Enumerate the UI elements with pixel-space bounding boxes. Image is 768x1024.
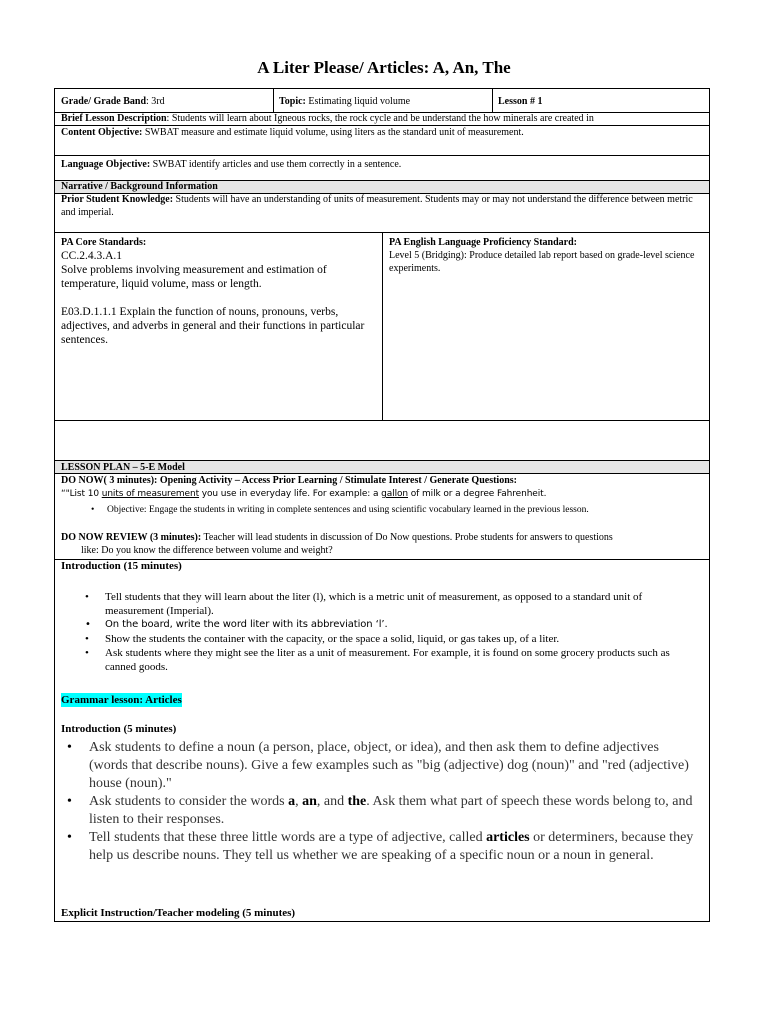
do-now-label: DO NOW( 3 minutes):	[61, 475, 158, 486]
articles-term: articles	[486, 830, 530, 845]
intro-5-bullet2-a: Ask students to consider the words	[89, 794, 289, 809]
intro-5-bullet2-b: . Ask them what part of speech these words belong to, and listen to their responses.	[89, 794, 693, 827]
intro-5-bullet	[61, 793, 701, 829]
intro-15-bullet: • Show the students the container with the capacity, or the space a solid, liquid, or gas takes up, of a liter.	[61, 632, 701, 646]
intro-5-bullet: • Ask students to define a noun (a person, place, object, or idea), and then ask them to define adjectives (words that describe nouns). Give a few examples such as "big (adjective) dog (noun)" and "red (adjective) house (noun)."	[61, 739, 701, 793]
language-objective-text: SWBAT identify articles and use them correctly in a sentence.	[150, 159, 402, 170]
pa-core-e03: E03.D.1.1.1 Explain the function of nouns, pronouns, verbs, adjectives, and adverbs in general and their functions in particular sentences.	[61, 306, 365, 346]
intro-5-bullet3-a: Tell students that these three little words are a type of adjective, called	[89, 830, 487, 845]
grammar-heading	[61, 694, 182, 707]
do-now-review-text: Teacher will lead students in discussion of Do Now questions. Probe students for answers to questions	[201, 532, 613, 543]
do-now	[61, 474, 706, 517]
prior-knowledge-label: Prior Student Knowledge:	[61, 194, 174, 205]
pa-english-standard	[389, 236, 705, 275]
grade-value: : 3rd	[146, 96, 165, 107]
topic-label: Topic:	[279, 96, 306, 107]
brief-label: Brief Lesson Description	[61, 113, 167, 124]
do-now-prompt-c: of milk or a degree Fahrenheit.	[408, 489, 547, 499]
pa-core-label: PA Core Standards:	[61, 237, 147, 248]
language-objective-label: Language Objective:	[61, 159, 151, 170]
lesson-number-cell	[498, 95, 542, 108]
intro-15-section	[61, 560, 701, 674]
article-an: an	[302, 794, 317, 809]
do-now-review-text2: like: Do you know the difference between volume and weight?	[81, 545, 333, 556]
do-now-prompt-a: “"List 10	[61, 489, 102, 499]
do-now-review	[61, 531, 706, 557]
explicit-instruction-heading	[61, 907, 295, 920]
lesson-plan-heading	[61, 461, 185, 474]
lesson-plan-table	[54, 88, 710, 922]
prior-knowledge	[61, 193, 703, 219]
grammar-heading-text: Grammar lesson: Articles	[61, 694, 182, 706]
do-now-review-label: DO NOW REVIEW (3 minutes):	[61, 532, 202, 543]
pa-english-text: Level 5 (Bridging): Produce detailed lab report based on grade-level science experiments.	[389, 250, 695, 274]
narrative-heading-text: Narrative / Background Information	[61, 181, 218, 192]
lesson-plan-heading-text: LESSON PLAN – 5-E Model	[61, 462, 185, 473]
pa-core-desc: Solve problems involving measurement and estimation of temperature, liquid volume, mass or length.	[61, 264, 327, 290]
brief-text: : Students will learn about Igneous rocks, the rock cycle and be understand the how minerals are created in	[166, 113, 594, 124]
topic-cell	[279, 95, 410, 108]
topic-value: Estimating liquid volume	[305, 96, 411, 107]
pa-english-label: PA English Language Proficiency Standard:	[389, 237, 577, 248]
intro-15-bullet: • Tell students that they will learn about the liter (l), which is a metric unit of measurement, as opposed to a standard unit of measurement (Imperial).	[61, 590, 701, 618]
intro-5-bullet3-b: or determiners, because they help us describe nouns. They tell us whether we are speaking of a specific noun or a noun in general.	[89, 830, 694, 863]
intro-15-heading: Introduction (15 minutes)	[61, 560, 182, 572]
content-objective	[61, 126, 706, 139]
do-now-prompt-u2: gallon	[381, 489, 408, 499]
grade-cell	[61, 95, 165, 108]
do-now-objective: • Objective: Engage the students in writing in complete sentences and using scientific vocabulary learned in the previous lesson.	[87, 504, 706, 517]
narrative-heading	[61, 180, 218, 193]
document-title: A Liter Please/ Articles: A, An, The	[257, 58, 511, 77]
do-now-prompt-u1: units of measurement	[101, 489, 200, 499]
language-objective	[61, 158, 706, 171]
pa-core-standards	[61, 236, 373, 347]
intro-15-bullet: • On the board, write the word liter with its abbreviation ‘l’.	[61, 618, 701, 632]
prior-knowledge-text: Students will have an understanding of units of measurement. Students may or may not understand the difference between metric and imperial.	[61, 194, 693, 218]
intro-5-bullet2-sep1: ,	[295, 794, 303, 809]
content-objective-text: SWBAT measure and estimate liquid volume, using liters as the standard unit of measurement.	[142, 127, 524, 138]
brief-description	[61, 112, 706, 125]
do-now-desc: Opening Activity – Access Prior Learning / Stimulate Interest / Generate Questions:	[157, 475, 517, 486]
do-now-prompt-b: you use in everyday life. For example: a	[199, 489, 382, 499]
explicit-instruction-text: Explicit Instruction/Teacher modeling (5 minutes)	[61, 907, 296, 919]
lesson-number: Lesson # 1	[498, 96, 543, 107]
intro-15-bullet: • Ask students where they might see the liter as a unit of measurement. For example, it is found on some grocery products such as canned goods.	[61, 646, 701, 674]
intro-5-heading: Introduction (5 minutes)	[61, 723, 177, 735]
pa-core-code: CC.2.4.3.A.1	[61, 250, 123, 262]
intro-5-section	[61, 723, 701, 865]
article-the: the	[347, 794, 367, 809]
intro-5-bullet	[61, 829, 701, 865]
content-objective-label: Content Objective:	[61, 127, 143, 138]
intro-5-bullet2-sep2: , and	[316, 794, 348, 809]
do-now-prompt	[61, 488, 706, 501]
grade-label: Grade/ Grade Band	[61, 96, 147, 107]
article-a: a	[288, 794, 296, 809]
